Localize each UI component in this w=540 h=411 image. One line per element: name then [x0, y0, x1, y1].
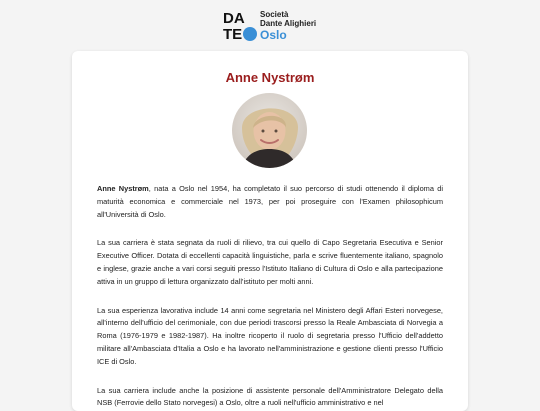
- bio-paragraph: La sua carriera include anche la posizione di assistente personale dell'Amministratore Delegato della NSB (Ferrovie dello Stato norvegesi) a Oslo, oltre a ruoli nell'ufficio amministrativo e nel: [97, 385, 443, 408]
- logo-title: Società Dante Alighieri: [260, 10, 317, 28]
- bio-paragraph: La sua esperienza lavorativa include 14 anni come segretaria nel Ministero degli Affari Esteri norvegese, all'interno dell'ufficio del cerimoniale, con due periodi trascorsi presso la Reale Ambasciata di Norvegia a Roma (1976-1979 e 1982-1987). Ha inoltre ricoperto il ruolo di segretaria presso l'Ufficio dell'addetto militare all'Ambasciata d'Italia a Oslo e ha lavorato nell'amministrazione e gestione clienti presso l'Ufficio ICE di Oslo.: [97, 305, 443, 366]
- site-logo[interactable]: [223, 8, 333, 42]
- bio-paragraph: La sua carriera è stata segnata da ruoli di rilievo, tra cui quello di Capo Segretaria Esecutiva e Senior Executive Officer. Dotata di eccellenti capacità linguistiche, parla e scrive fluentemente italiano, spagnolo e inglese, grazie anche a vari corsi seguiti presso l'Istituto Italiano di Cultura di Oslo e alla partecipazione attiva in un gruppo di lettura organizzato dall'istituto per molti anni.: [97, 238, 443, 286]
- portrait-image: [232, 93, 307, 168]
- site-header: [0, 0, 540, 50]
- svg-text:DA: DA: [223, 10, 245, 27]
- profile-card: [72, 51, 468, 411]
- logo-city: Oslo: [260, 28, 287, 42]
- bio-paragraph: Anne Nystrøm, nata a Oslo nel 1954, ha completato il suo percorso di studi ottenendo il diploma di maturità economica e commerciale nel 1973, per poi proseguire con l'Examen philosophicum all'Università di Oslo.: [97, 184, 443, 219]
- dante-logo-icon: [223, 8, 257, 42]
- profile-name: Anne Nystrøm: [225, 70, 315, 85]
- svg-text:TE: TE: [223, 26, 243, 42]
- profile-photo: [232, 93, 307, 168]
- profile-bio: [97, 183, 443, 411]
